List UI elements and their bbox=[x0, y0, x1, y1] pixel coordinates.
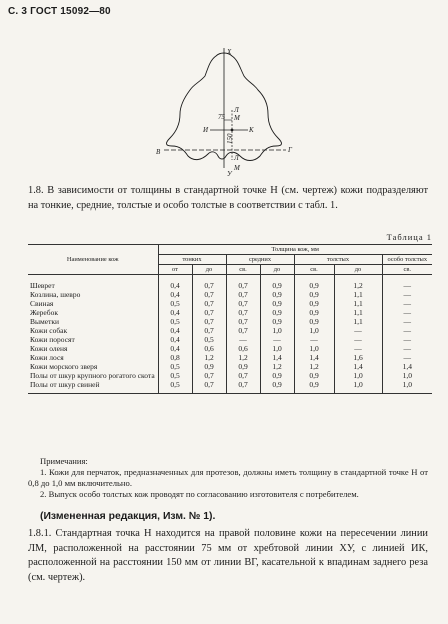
table-row bbox=[28, 353, 432, 362]
thickness-value: 0,5 bbox=[192, 335, 226, 344]
leather-name: Полы от шкур свиней bbox=[28, 380, 158, 394]
thickness-value: 0,7 bbox=[192, 299, 226, 308]
thickness-value: 0,9 bbox=[260, 275, 294, 291]
thickness-value: — bbox=[260, 335, 294, 344]
thickness-value: 1,0 bbox=[334, 380, 382, 394]
leather-name: Кожи оленя bbox=[30, 344, 68, 353]
thickness-value: — bbox=[382, 299, 432, 308]
thickness-value: — bbox=[382, 353, 432, 362]
thickness-value: 1,2 bbox=[260, 362, 294, 371]
thickness-value: 1,1 bbox=[334, 299, 382, 308]
paragraph-1-8-1: 1.8.1. Стандартная точка Н находится на правой половине кожи на пересечении линии ЛМ, расположенной на расстоянии 75 мм от хребтовой линии ХУ, с линией ИК, расположенной на расстоянии 150 мм от линии ВГ, касательной к впадинам заднего реза (см. чертеж). bbox=[28, 528, 428, 583]
thickness-value: 0,7 bbox=[226, 326, 260, 335]
sub-header: до bbox=[334, 265, 382, 275]
thickness-value: 0,9 bbox=[294, 290, 334, 299]
thickness-value: 0,7 bbox=[226, 308, 260, 317]
thickness-value: 0,9 bbox=[260, 371, 294, 380]
table-row bbox=[28, 326, 432, 335]
table-row bbox=[28, 344, 432, 353]
sub-header: от bbox=[158, 265, 192, 275]
amendment-note: (Измененная редакция, Изм. № 1). bbox=[40, 511, 216, 522]
thickness-value: 0,5 bbox=[158, 317, 192, 326]
label-y: У bbox=[227, 170, 232, 177]
label-k: К bbox=[249, 126, 254, 134]
hide-diagram bbox=[150, 42, 300, 177]
group-thin: тонких bbox=[158, 255, 226, 265]
thickness-value: 1,6 bbox=[334, 353, 382, 362]
leather-name: Выметки bbox=[30, 317, 60, 326]
thickness-value: 1,2 bbox=[192, 353, 226, 362]
thickness-value: 0,9 bbox=[294, 371, 334, 380]
table-row bbox=[28, 275, 432, 291]
thickness-value: 0,9 bbox=[294, 275, 334, 291]
label-i: И bbox=[203, 126, 209, 134]
sub-header: до bbox=[192, 265, 226, 275]
label-m-lower: М bbox=[234, 164, 240, 172]
thickness-value: 0,7 bbox=[192, 326, 226, 335]
thickness-value: 0,6 bbox=[192, 344, 226, 353]
thickness-value: 0,7 bbox=[226, 317, 260, 326]
thickness-value: 0,4 bbox=[158, 275, 192, 291]
table-row bbox=[28, 308, 432, 317]
label-75: 75 bbox=[218, 113, 225, 121]
label-m: М bbox=[234, 114, 240, 122]
thickness-value: 0,7 bbox=[192, 275, 226, 291]
thickness-value: 0,7 bbox=[192, 290, 226, 299]
thickness-value: 1,4 bbox=[334, 362, 382, 371]
table-row bbox=[28, 371, 432, 380]
label-150: 150 bbox=[226, 133, 234, 144]
page-header: С. 3 ГОСТ 15092—80 bbox=[8, 6, 111, 17]
thickness-value: 0,7 bbox=[192, 380, 226, 394]
thickness-value: 0,9 bbox=[226, 362, 260, 371]
sub-header: св. bbox=[226, 265, 260, 275]
thickness-value: — bbox=[334, 335, 382, 344]
thickness-value: — bbox=[226, 335, 260, 344]
thickness-value: 1,0 bbox=[334, 371, 382, 380]
label-l-upper: Л bbox=[234, 106, 239, 114]
header-thickness: Толщина кож, мм bbox=[158, 245, 432, 255]
thickness-value: 1,2 bbox=[226, 353, 260, 362]
thickness-value: 0,5 bbox=[158, 371, 192, 380]
thickness-value: 1,1 bbox=[334, 308, 382, 317]
thickness-value: 1,1 bbox=[334, 290, 382, 299]
leather-name: Полы от шкур крупного рогатого скота bbox=[30, 371, 155, 380]
leather-name: Кожи морского зверя bbox=[30, 362, 98, 371]
thickness-value: — bbox=[382, 290, 432, 299]
thickness-value: 0,5 bbox=[158, 362, 192, 371]
label-l-lower: Л bbox=[234, 154, 239, 162]
sub-header: св. bbox=[294, 265, 334, 275]
thickness-value: 0,5 bbox=[158, 299, 192, 308]
thickness-value: 0,6 bbox=[226, 344, 260, 353]
thickness-value: 0,9 bbox=[260, 299, 294, 308]
thickness-value: 0,9 bbox=[192, 362, 226, 371]
leather-name: Кожи лося bbox=[30, 353, 64, 362]
thickness-value: 0,7 bbox=[226, 299, 260, 308]
thickness-value: 1,0 bbox=[260, 326, 294, 335]
header-name: Наименование кож bbox=[28, 245, 158, 275]
sub-header: до bbox=[260, 265, 294, 275]
group-extra-thick: особо толстых bbox=[382, 255, 432, 265]
leather-name: Шеврет bbox=[30, 281, 55, 290]
thickness-value: 0,9 bbox=[260, 380, 294, 394]
thickness-value: 0,7 bbox=[226, 290, 260, 299]
thickness-value: — bbox=[334, 344, 382, 353]
thickness-value: — bbox=[382, 308, 432, 317]
thickness-value: 0,4 bbox=[158, 326, 192, 335]
leather-name: Кожи поросят bbox=[30, 335, 75, 344]
thickness-value: 0,5 bbox=[158, 380, 192, 394]
note-1: 1. Кожи для перчаток, предназначенных для протезов, должны иметь толщину в стандартной точке Н от 0,8 до 1,0 мм включительно. bbox=[28, 467, 428, 488]
thickness-value: 1,0 bbox=[382, 371, 432, 380]
label-v: В bbox=[156, 148, 161, 156]
table-row bbox=[28, 317, 432, 326]
note-2: 2. Выпуск особо толстых кож проводят по согласованию изготовителя с потребителем. bbox=[40, 489, 359, 499]
thickness-value: 1,0 bbox=[382, 380, 432, 394]
thickness-value: 0,9 bbox=[294, 299, 334, 308]
thickness-value: 0,4 bbox=[158, 290, 192, 299]
thickness-value: — bbox=[382, 335, 432, 344]
thickness-value: 0,4 bbox=[158, 344, 192, 353]
table-row bbox=[28, 290, 432, 299]
thickness-value: — bbox=[382, 344, 432, 353]
thickness-value: 1,0 bbox=[260, 344, 294, 353]
thickness-value: 0,9 bbox=[260, 317, 294, 326]
sub-header: св. bbox=[382, 265, 432, 275]
thickness-value: 0,7 bbox=[192, 308, 226, 317]
table-row bbox=[28, 299, 432, 308]
thickness-value: 0,7 bbox=[226, 371, 260, 380]
thickness-value: 0,7 bbox=[192, 317, 226, 326]
table-row bbox=[28, 380, 432, 394]
group-medium: средних bbox=[226, 255, 294, 265]
thickness-value: 1,4 bbox=[382, 362, 432, 371]
table-caption: Таблица 1 bbox=[386, 232, 432, 242]
table-row bbox=[28, 362, 432, 371]
leather-name: Свиная bbox=[30, 299, 54, 308]
label-g: Г bbox=[288, 146, 292, 154]
thickness-value: — bbox=[334, 326, 382, 335]
thickness-table bbox=[28, 244, 432, 394]
thickness-value: — bbox=[382, 326, 432, 335]
label-x: Х bbox=[227, 48, 232, 56]
group-thick: толстых bbox=[294, 255, 382, 265]
point-h bbox=[231, 129, 234, 132]
thickness-value: 0,7 bbox=[226, 380, 260, 394]
thickness-value: — bbox=[382, 317, 432, 326]
notes-title: Примечания: bbox=[40, 456, 88, 466]
leather-name: Кожи собак bbox=[30, 326, 68, 335]
thickness-value: 1,4 bbox=[260, 353, 294, 362]
thickness-value: 1,0 bbox=[294, 344, 334, 353]
paragraph-1-8: 1.8. В зависимости от толщины в стандартной точке Н (см. чертеж) кожи подразделяют на тонкие, средние, толстые и особо толстые в соответствии с табл. 1. bbox=[28, 185, 428, 211]
thickness-value: 0,7 bbox=[226, 275, 260, 291]
thickness-value: 1,2 bbox=[334, 275, 382, 291]
thickness-value: 0,9 bbox=[294, 317, 334, 326]
thickness-value: 1,1 bbox=[334, 317, 382, 326]
thickness-value: 0,9 bbox=[294, 380, 334, 394]
thickness-value: 0,9 bbox=[260, 308, 294, 317]
leather-name: Жеребок bbox=[30, 308, 58, 317]
thickness-value: 1,2 bbox=[294, 362, 334, 371]
thickness-value: 0,9 bbox=[294, 308, 334, 317]
thickness-value: 0,9 bbox=[260, 290, 294, 299]
thickness-value: 1,4 bbox=[294, 353, 334, 362]
thickness-value: 0,4 bbox=[158, 335, 192, 344]
thickness-value: 0,8 bbox=[158, 353, 192, 362]
thickness-value: 0,7 bbox=[192, 371, 226, 380]
table-row bbox=[28, 335, 432, 344]
thickness-value: — bbox=[294, 335, 334, 344]
thickness-value: — bbox=[382, 275, 432, 291]
leather-name: Козлина, шевро bbox=[30, 290, 81, 299]
thickness-value: 0,4 bbox=[158, 308, 192, 317]
thickness-value: 1,0 bbox=[294, 326, 334, 335]
